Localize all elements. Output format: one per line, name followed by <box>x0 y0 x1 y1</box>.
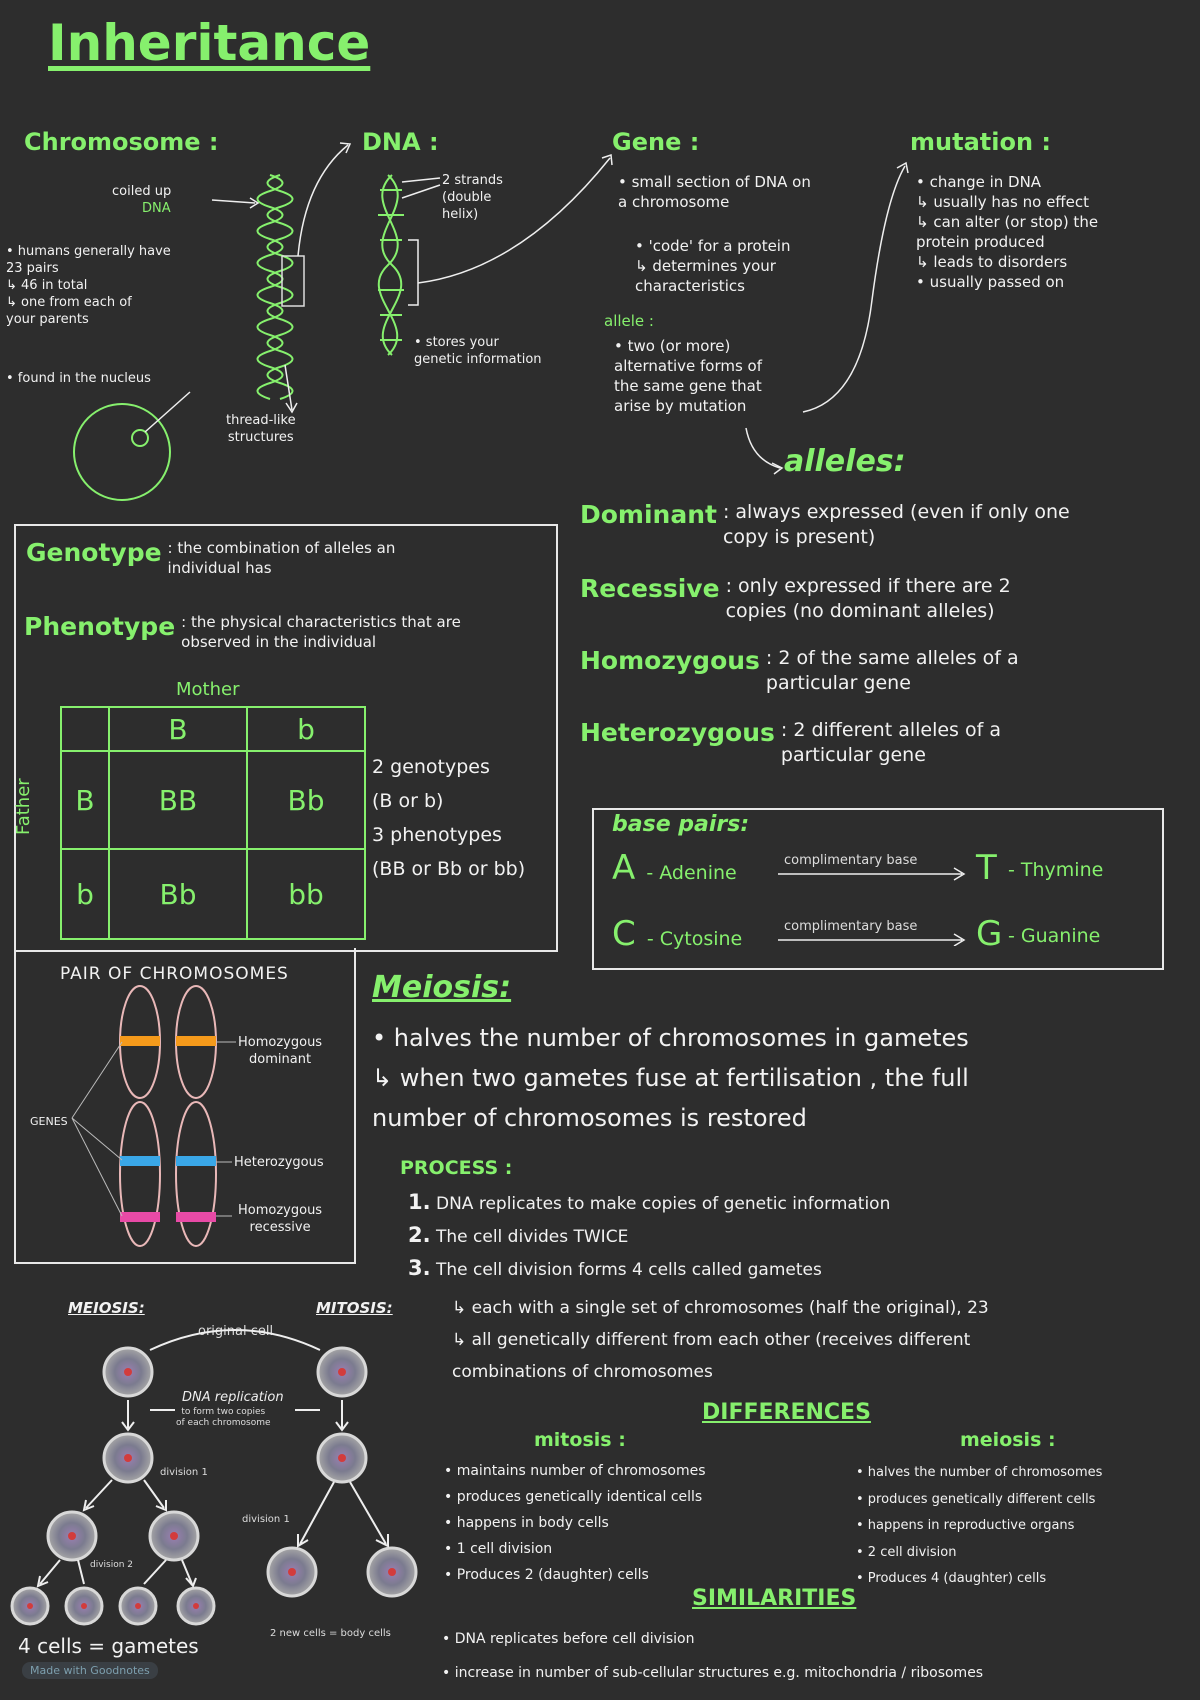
chromosome-point1: • humans generally have 23 pairs ↳ 46 in total ↳ one from each of your parents <box>6 244 171 327</box>
meiosis-heading: Meiosis: <box>372 970 512 1005</box>
punnett-cell: bb <box>247 849 365 939</box>
base-c-name: - Cytosine <box>646 928 743 950</box>
page-title: Inheritance <box>48 14 371 72</box>
dna-replication-sub: to form two copies of each chromosome <box>176 1407 271 1428</box>
allele-item-recessive <box>580 574 1180 646</box>
process-sub: ↳ each with a single set of chromosomes (half the original), 23 ↳ all genetically different from each other (receives different combinations of chromosomes <box>452 1298 989 1382</box>
nucleus-icon <box>74 404 170 500</box>
thread-label: thread-like structures <box>226 413 296 445</box>
chromosome-coil-icon <box>258 175 293 399</box>
allele-heading: allele : <box>604 312 654 330</box>
father-label: Father <box>13 778 34 835</box>
process-steps <box>408 1190 890 1289</box>
base-t: T <box>976 848 997 888</box>
def-recessive: : only expressed if there are 2 copies (no dominant alleles) <box>725 575 1011 622</box>
alleles-heading: alleles: <box>784 444 906 479</box>
genes-label: GENES <box>30 1115 68 1128</box>
phenotype-row <box>24 612 461 652</box>
coiled-label: coiled up <box>112 184 172 199</box>
gene-point1: • small section of DNA on a chromosome <box>618 173 811 211</box>
punnett-corner <box>61 707 109 751</box>
def-dominant: : always expressed (even if only one copy is present) <box>722 501 1070 548</box>
punnett-square <box>60 706 366 940</box>
def-homozygous: : 2 of the same alleles of a particular gene <box>765 647 1019 694</box>
mitosis-diff-items: • maintains number of chromosomes • produces genetically identical cells • happens in body cells • 1 cell division • Produces 2 (daughter) cells <box>444 1463 706 1583</box>
original-cell-label: original cell <box>198 1324 274 1339</box>
gene-heading: Gene : <box>612 128 700 156</box>
mother-label: Mother <box>176 679 240 700</box>
base-a-name: - Adenine <box>646 862 737 884</box>
base-a: A <box>612 848 636 888</box>
base-t-name: - Thymine <box>1008 859 1104 881</box>
meiosis-diff-items: • halves the number of chromosomes • produces genetically different cells • happens in reproductive organs • 2 cell division • Produces 4 (daughter) cells <box>856 1465 1103 1586</box>
punnett-summary: 2 genotypes (B or b) 3 phenotypes (BB or Bb or bb) <box>372 756 526 880</box>
mutation-text: • change in DNA ↳ usually has no effect ↳ can alter (or stop) the protein produced ↳ leads to disorders • usually passed on <box>916 173 1099 291</box>
meiosis-intro: • halves the number of chromosomes in gametes ↳ when two gametes fuse at fertilisation , the full number of chromosomes is restored <box>372 1024 969 1132</box>
punnett-cell: Bb <box>109 849 247 939</box>
process-step: 1. DNA replicates to make copies of genetic information <box>408 1190 891 1214</box>
chromosome-heading: Chromosome : <box>24 128 219 156</box>
dna-heading: DNA : <box>362 128 439 156</box>
genotype-term: Genotype <box>26 538 162 567</box>
mitosis-diff-heading: mitosis : <box>534 1429 626 1451</box>
allele-item-dominant <box>580 500 1180 574</box>
allele-item-heterozygous <box>580 718 1180 790</box>
allele-item-homozygous <box>580 646 1180 718</box>
base-arrows <box>776 866 976 946</box>
alleles-list <box>580 500 1180 790</box>
chrom-pair-heading: PAIR OF CHROMOSOMES <box>60 964 289 984</box>
genotype-def: : the combination of alleles an individual has <box>167 539 396 577</box>
phenotype-term: Phenotype <box>24 612 176 641</box>
punnett-cell: BB <box>109 751 247 849</box>
similarities-items: • DNA replicates before cell division • increase in number of sub-cellular structures e.g. mitochondria / ribosomes <box>442 1631 984 1681</box>
complimentary-label: complimentary base <box>784 853 918 868</box>
division2-label: division 2 <box>90 1560 134 1570</box>
process-step: 3. The cell division forms 4 cells called gametes <box>408 1256 822 1280</box>
allele-text: • two (or more) alternative forms of the same gene that arise by mutation <box>614 337 763 415</box>
division1b-label: division 1 <box>242 1514 290 1525</box>
dna-replication-label: DNA replication <box>182 1390 284 1405</box>
gene-point2: • 'code' for a protein ↳ determines your characteristics <box>635 237 791 295</box>
term-dominant: Dominant <box>580 500 717 529</box>
meiosis-diff-heading: meiosis : <box>960 1429 1056 1451</box>
punnett-row-header: b <box>61 849 109 939</box>
genotype-row <box>26 538 395 578</box>
cell-division-diagram <box>0 1310 420 1650</box>
homo-dominant-label: Homozygous dominant <box>238 1035 323 1067</box>
strands-label: 2 strands (double helix) <box>442 173 503 222</box>
base-g: G <box>976 914 1003 954</box>
hetero-label: Heterozygous <box>234 1155 324 1170</box>
term-recessive: Recessive <box>580 574 720 603</box>
base-pairs-heading: base pairs: <box>612 812 750 837</box>
differences-heading: DIFFERENCES <box>702 1400 871 1425</box>
division1-label: division 1 <box>160 1467 208 1478</box>
def-heterozygous: : 2 different alleles of a particular gene <box>780 719 1001 766</box>
chromosome-point2: • found in the nucleus <box>6 371 151 386</box>
punnett-cell: Bb <box>247 751 365 849</box>
dna-helix-icon <box>378 175 404 355</box>
mitosis-diagram-label: MITOSIS: <box>316 1299 393 1317</box>
base-c: C <box>612 914 636 954</box>
stores-label: • stores your genetic information <box>414 335 542 367</box>
punnett-col-header: B <box>109 707 247 751</box>
punnett-col-header: b <box>247 707 365 751</box>
base-g-name: - Guanine <box>1008 925 1101 947</box>
coiled-sub: DNA <box>142 201 171 216</box>
process-heading: PROCESS : <box>400 1157 513 1179</box>
meiosis-diagram-label: MEIOSIS: <box>68 1299 145 1317</box>
term-homozygous: Homozygous <box>580 646 760 675</box>
complimentary-label: complimentary base <box>784 919 918 934</box>
mutation-heading: mutation : <box>910 128 1051 156</box>
punnett-row-header: B <box>61 751 109 849</box>
mitosis-result: 2 new cells = body cells <box>270 1628 391 1639</box>
phenotype-def: : the physical characteristics that are observed in the individual <box>181 613 461 651</box>
watermark: Made with Goodnotes <box>22 1662 158 1679</box>
similarities-heading: SIMILARITIES <box>692 1586 857 1611</box>
meiosis-result: 4 cells = gametes <box>18 1634 199 1658</box>
term-heterozygous: Heterozygous <box>580 718 775 747</box>
process-step: 2. The cell divides TWICE <box>408 1223 629 1247</box>
homo-recessive-label: Homozygous recessive <box>238 1203 323 1235</box>
